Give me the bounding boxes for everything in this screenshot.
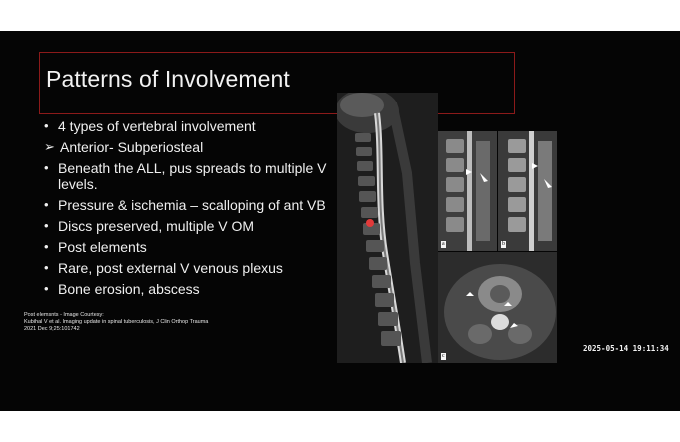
bullet-item (44, 160, 344, 192)
bullet-text: Rare, post external V venous plexus (58, 260, 283, 276)
bullet-marker: • (44, 118, 49, 133)
bullet-text: Pressure & ischemia – scalloping of ant VB (58, 197, 326, 213)
bullet-item (44, 239, 344, 255)
image-label-c: c (442, 353, 445, 359)
bullet-list (44, 118, 344, 302)
bullet-text: Discs preserved, multiple V OM (58, 218, 255, 234)
bullet-text: Post elements (58, 239, 147, 255)
bullet-item (44, 139, 344, 155)
sagittal-spine-mri-drawing (337, 93, 438, 363)
caption-line: Kubihal V et al. Imaging update in spinal tuberculosis, J Clin Orthop Trauma (24, 319, 209, 325)
lumbar-mri-image-a (438, 131, 497, 251)
recording-timestamp: 2025-05-14 19:11:34 (583, 344, 669, 353)
lumbar-mri-a-drawing (438, 131, 497, 251)
slide-title: Patterns of Involvement (46, 66, 290, 92)
bullet-marker: • (44, 260, 49, 275)
bullet-item (44, 197, 344, 213)
bullet-text: Anterior- Subperiosteal (60, 139, 204, 155)
bullet-text: Bone erosion, abscess (58, 281, 200, 297)
axial-mri-c-drawing (438, 252, 557, 363)
bullet-text: 4 types of vertebral involvement (58, 118, 256, 134)
lumbar-mri-image-b (498, 131, 557, 251)
bullet-marker: • (44, 218, 49, 233)
sagittal-spine-mri-image (337, 93, 438, 363)
bullet-item (44, 118, 344, 134)
arrow-marker: ➢ (44, 139, 55, 154)
bullet-marker: • (44, 239, 49, 254)
caption-line: Post elemsnts - Image Courtesy: (24, 312, 104, 318)
image-label-b: b (502, 241, 505, 247)
bullet-item (44, 260, 344, 276)
axial-mri-image-c (438, 252, 557, 363)
caption-line: 2021 Dec 9;25:101742 (24, 326, 80, 332)
bullet-marker: • (44, 281, 49, 296)
image-label-a: a (442, 241, 445, 247)
bullet-marker: • (44, 197, 49, 212)
bullet-marker: • (44, 160, 49, 175)
lumbar-mri-b-drawing (498, 131, 557, 251)
bullet-item (44, 218, 344, 234)
bullet-text: Beneath the ALL, pus spreads to multiple V levels. (58, 160, 327, 192)
bullet-item (44, 281, 344, 297)
image-courtesy-caption (24, 312, 284, 333)
